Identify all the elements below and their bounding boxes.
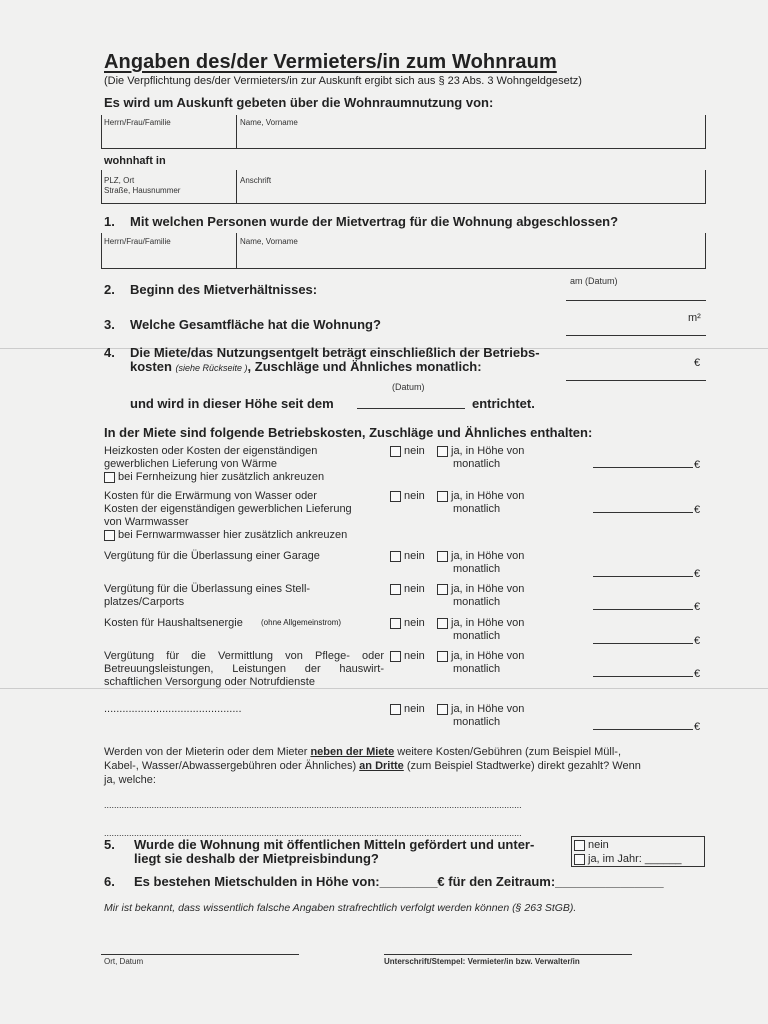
person-label: Herrn/Frau/Familie [104, 118, 171, 127]
euro-unit: € [694, 459, 701, 471]
extra-dots-2[interactable]: ....................................................................................................................................................................... [104, 828, 522, 838]
extra-dots-1[interactable]: ....................................................................................................................................................................... [104, 800, 522, 810]
euro-unit: € [694, 635, 701, 647]
checkbox[interactable] [437, 446, 448, 457]
cost-item-hint: (ohne Allgemeinstrom) [261, 618, 342, 627]
q3-blank[interactable] [566, 335, 706, 336]
q2-blank[interactable] [566, 300, 706, 301]
nein-option[interactable]: nein [390, 583, 425, 595]
euro-unit: € [694, 357, 701, 369]
plz-label: PLZ, Ort [104, 176, 135, 185]
cost-item-extra-check[interactable]: bei Fernheizung hier zusätzlich ankreuzen [104, 471, 324, 484]
nein-option[interactable]: nein [390, 703, 425, 715]
checkbox[interactable] [437, 704, 448, 715]
name-field-1[interactable] [238, 128, 702, 146]
nein-option[interactable]: nein [390, 490, 425, 502]
euro-unit: € [694, 568, 701, 580]
amount-blank[interactable] [593, 676, 693, 677]
ja-option[interactable]: ja, in Höhe von [437, 703, 524, 715]
person-label: Herrn/Frau/Familie [104, 237, 171, 246]
checkbox[interactable] [437, 618, 448, 629]
ja-option[interactable]: ja, in Höhe von [437, 550, 524, 562]
cost-item-label: Vergütung für die Vermittlung von Pflege- oder [104, 650, 384, 662]
cost-item-label: schaftlichen Versorgung oder Notrufdienste [104, 676, 315, 688]
extra-question: Werden von der Mieterin oder dem Mieter neben der Miete weitere Kosten/Gebühren (zum Beispiel Müll-, Kabel-, Wasser/Abwassergebühren oder Ähnliches) an Dritte (zum Beispiel Stadtwerke) direkt gezahlt? Wenn ja, welche: [104, 746, 641, 786]
cost-item-extra-check[interactable]: bei Fernwarmwasser hier zusätzlich ankreuzen [104, 529, 347, 542]
q4-line1: Die Miete/das Nutzungsentgelt beträgt einschließlich der Betriebs- [130, 345, 540, 360]
checkbox[interactable] [574, 840, 585, 851]
signature-line[interactable] [384, 954, 632, 955]
cost-item-label: gewerblichen Lieferung von Wärme [104, 458, 278, 470]
monatlich-label: monatlich [453, 630, 501, 642]
q5-answer-box [571, 836, 705, 867]
legal-notice: Mir ist bekannt, dass wissentlich falsche Angaben strafrechtlich verfolgt werden können (§ 263 StGB). [104, 902, 577, 914]
ja-option[interactable]: ja, in Höhe von [437, 583, 524, 595]
auskunft-heading: Es wird um Auskunft gebeten über die Wohnraumnutzung von: [104, 95, 494, 110]
wohnhaft-heading: wohnhaft in [104, 155, 166, 167]
form-subtitle: (Die Verpflichtung des/der Vermieters/in zur Auskunft ergibt sich aus § 23 Abs. 3 Wohngeldgesetz) [104, 75, 582, 87]
checkbox[interactable] [437, 491, 448, 502]
q6-text: Es bestehen Mietschulden in Höhe von:________€ für den Zeitraum:_______________ [134, 874, 664, 889]
checkbox[interactable] [390, 651, 401, 662]
euro-unit: € [694, 668, 701, 680]
cost-item-label: Vergütung für die Überlassung eines Stell- [104, 583, 311, 595]
cost-item-label: platzes/Carports [104, 596, 185, 608]
amount-blank[interactable] [593, 467, 693, 468]
euro-unit: € [694, 504, 701, 516]
nein-option[interactable]: nein [390, 550, 425, 562]
q5-number: 5. [104, 837, 115, 852]
q2-text: Beginn des Mietverhältnisses: [130, 282, 318, 297]
date-hint: am (Datum) [570, 276, 618, 286]
strasse-label: Straße, Hausnummer [104, 186, 181, 195]
q3-number: 3. [104, 317, 115, 332]
q4-line2: kosten (siehe Rückseite ), Zuschläge und Ähnliches monatlich: [130, 359, 482, 374]
form-title: Angaben des/der Vermieters/in zum Wohnraum [104, 51, 557, 73]
checkbox[interactable] [104, 472, 115, 483]
checkbox[interactable] [390, 704, 401, 715]
checkbox[interactable] [390, 491, 401, 502]
checkbox[interactable] [104, 530, 115, 541]
q5-ja-option[interactable]: ja, im Jahr: ______ [574, 853, 682, 865]
q5-line2: liegt sie deshalb der Mietpreisbindung? [134, 851, 379, 866]
checkbox[interactable] [437, 651, 448, 662]
monatlich-label: monatlich [453, 458, 501, 470]
q2-number: 2. [104, 282, 115, 297]
nein-option[interactable]: nein [390, 617, 425, 629]
name-label: Name, Vorname [240, 118, 298, 127]
checkbox[interactable] [437, 551, 448, 562]
monatlich-label: monatlich [453, 503, 501, 515]
cost-item-label: Vergütung für die Überlassung einer Garage [104, 550, 320, 562]
q4-date-blank[interactable] [357, 408, 465, 409]
ja-option[interactable]: ja, in Höhe von [437, 650, 524, 662]
q4-blank[interactable] [566, 380, 706, 381]
cost-item-label: ............................................. [104, 703, 242, 715]
q4-number: 4. [104, 345, 115, 360]
checkbox[interactable] [390, 551, 401, 562]
cost-item-label: Heizkosten oder Kosten der eigenständigen [104, 445, 318, 457]
signature-label: Unterschrift/Stempel: Vermieter/in bzw. Verwalter/in [384, 957, 580, 966]
amount-blank[interactable] [593, 729, 693, 730]
q3-text: Welche Gesamtfläche hat die Wohnung? [130, 317, 381, 332]
checkbox[interactable] [390, 618, 401, 629]
q6-number: 6. [104, 874, 115, 889]
q4-seit-text: und wird in dieser Höhe seit dem [130, 396, 334, 411]
amount-blank[interactable] [593, 512, 693, 513]
q4-entrichtet: entrichtet. [472, 396, 535, 411]
name-label: Name, Vorname [240, 237, 298, 246]
monatlich-label: monatlich [453, 716, 501, 728]
place-date-line[interactable] [101, 954, 299, 955]
sqm-unit: m² [688, 312, 701, 324]
datum-hint: (Datum) [392, 382, 425, 392]
name-field-2[interactable] [238, 248, 702, 266]
monatlich-label: monatlich [453, 563, 501, 575]
ja-option[interactable]: ja, in Höhe von [437, 445, 524, 457]
q5-nein-option[interactable]: nein [574, 839, 609, 851]
place-date-label: Ort, Datum [104, 957, 144, 966]
euro-unit: € [694, 601, 701, 613]
monatlich-label: monatlich [453, 596, 501, 608]
cost-item-label: von Warmwasser [104, 516, 189, 528]
costs-heading: In der Miete sind folgende Betriebskosten, Zuschläge und Ähnliches enthalten: [104, 425, 593, 440]
checkbox[interactable] [574, 854, 585, 865]
nein-option[interactable]: nein [390, 650, 425, 662]
q1-number: 1. [104, 214, 115, 229]
cost-item-label: Betreuungsleistungen, Leistungen der hauswirt- [104, 663, 384, 675]
monatlich-label: monatlich [453, 663, 501, 675]
cost-item-label: Kosten für die Erwärmung von Wasser oder [104, 490, 317, 502]
anschrift-label: Anschrift [240, 176, 272, 185]
cost-item-label: Kosten der eigenständigen gewerblichen Lieferung [104, 503, 352, 515]
checkbox[interactable] [390, 446, 401, 457]
euro-unit: € [694, 721, 701, 733]
amount-blank[interactable] [593, 576, 693, 577]
amount-blank[interactable] [593, 609, 693, 610]
address-field[interactable] [238, 184, 702, 202]
nein-option[interactable]: nein [390, 445, 425, 457]
checkbox[interactable] [437, 584, 448, 595]
cost-item-label: Kosten für Haushaltsenergie [104, 617, 243, 629]
checkbox[interactable] [390, 584, 401, 595]
ja-option[interactable]: ja, in Höhe von [437, 490, 524, 502]
q5-line1: Wurde die Wohnung mit öffentlichen Mitteln gefördert und unter- [134, 837, 535, 852]
amount-blank[interactable] [593, 643, 693, 644]
ja-option[interactable]: ja, in Höhe von [437, 617, 524, 629]
q1-text: Mit welchen Personen wurde der Mietvertrag für die Wohnung abgeschlossen? [130, 214, 619, 229]
